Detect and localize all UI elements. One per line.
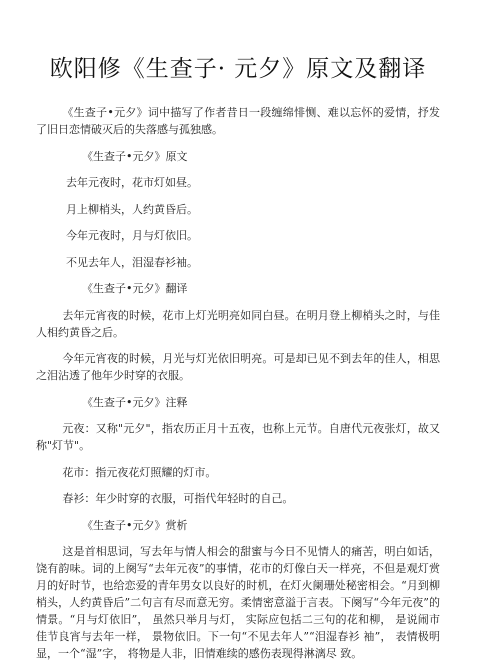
document-body — [36, 104, 440, 662]
poem-line: 今年元夜时，月与灯依旧。 — [66, 229, 198, 242]
note-item: 春衫：年少时穿的衣服，可指代年轻时的自己。 — [62, 492, 294, 505]
note-item: 花市：指元夜花灯照耀的灯市。 — [62, 465, 217, 479]
intro-paragraph: 《生查子•元夕》词中描写了作者昔日一段缠绵悱恻、难以忘怀的爱情，抒发了旧日恋情破灭后的失落感与孤独感。 — [36, 106, 440, 136]
poem-line: 月上柳梢头，人约黄昏后。 — [66, 202, 198, 216]
poem-line: 去年元夜时，花市灯如昼。 — [66, 176, 198, 189]
translation-paragraph: 今年元宵夜的时候，月光与灯光依旧明亮。可是却已见不到去年的佳人，相思之泪沾透了他年少时穿的衣服。 — [36, 352, 440, 382]
analysis-paragraph: 这是首相思词，写去年与情人相会的甜蜜与今日不见情人的痛苦，明白如话，饶有韵味。词的上阕写“去年元夜”的事情，花市的灯像白天一样亮，不但是观灯赏月的好时节，也给恋爱的青年男女以良好的时机，在灯火阑珊处秘密相会。“月到柳梢头，人约黄昏后”二句言有尽而意无穷。柔情密意溢于言表。下阕写“今年元夜”的情景。“月与灯依旧”， 虽然只举月与灯， 实际应包括二三句的花和柳， 是说闹市佳节良宵与去年一样， 景物依旧。下一句“不见去年人”“泪湿春衫 袖”， 表情极明显，一个“湿”字， 将物是人非，旧情难续的感伤表现得淋漓尽 致。 — [36, 545, 440, 660]
poem-line: 不见去年人，泪湿春衫袖。 — [66, 255, 198, 269]
translation-paragraph: 去年元宵夜的时候，花市上灯光明亮如同白昼。在明月登上柳梢头之时，与佳人相约黄昏之后。 — [36, 308, 440, 339]
note-item: 元夜：又称"元夕"，指农历正月十五夜，也称上元节。自唐代元夜张灯，故又称"灯节"。 — [36, 422, 440, 452]
page-title: 欧阳修《生查子· 元夕》原文及翻译 — [49, 56, 427, 82]
section-heading-notes: 《生查子•元夕》注释 — [82, 395, 188, 409]
section-heading-translation: 《生查子•元夕》翻译 — [82, 282, 188, 295]
section-heading-original: 《生查子•元夕》原文 — [82, 149, 188, 163]
section-heading-analysis: 《生查子•元夕》赏析 — [82, 518, 188, 532]
